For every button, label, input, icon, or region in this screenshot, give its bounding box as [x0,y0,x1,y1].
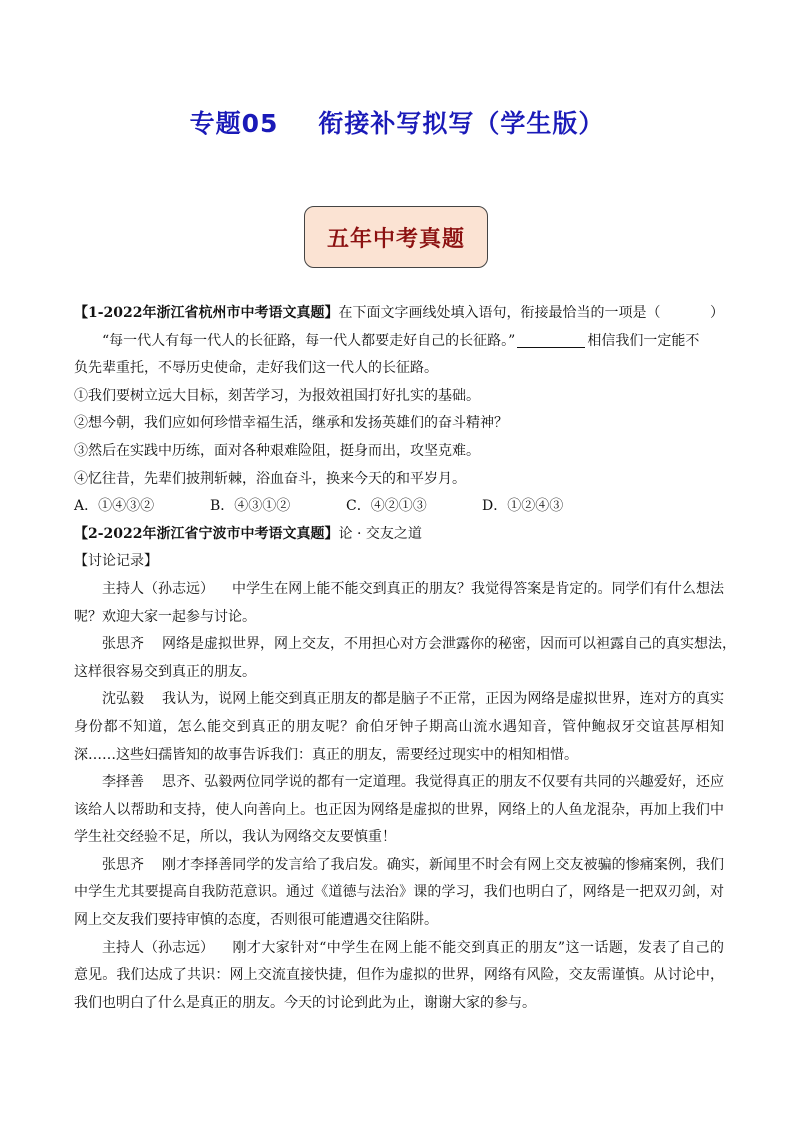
discussion-record [74,576,736,1018]
speech-text: 中学生在网上能不能交到真正的朋友？我觉得答案是肯定的。同学们有什么想法 [232,580,724,597]
speaker-name: 主持人（孙志远） [102,580,214,597]
speech-text: 网上交友我们要持审慎的态度，否则很可能遭遇交往陷阱。 [74,912,438,929]
section-badge: 五年中考真题 [304,206,488,268]
discussion-line [74,714,724,742]
q1-header [74,300,724,328]
speech-text: 深……这些妇孺皆知的故事告诉我们：真正的朋友，需要经过现实中的相知相惜。 [74,746,578,763]
speech-text: 学生社交经验不足，所以，我认为网络交友要慎重！ [74,829,396,846]
q1-fill-blank [517,333,585,348]
discussion-entry [74,852,724,935]
choice-b: B．④③①② [210,498,291,515]
q1-passage-line-1 [74,328,724,356]
page-title [0,104,794,140]
discussion-entry [74,769,724,852]
speech-text: 我认为，说网上能交到真正朋友的都是脑子不正常，正因为网络是虚拟世界，连对方的真实 [162,691,724,708]
speech-text: 该给人以帮助和支持，使人向善向上。也正因为网络是虚拟的世界，网络上的人鱼龙混杂，再加上我们中 [74,801,724,818]
title-topic-name: 衔接补写拟写（学生版） [318,109,605,138]
discussion-entry [74,935,724,1018]
speech-text: 呢？欢迎大家一起参与讨论。 [74,608,256,625]
speaker-name: 沈弘毅 [102,691,144,708]
discussion-entry [74,576,724,631]
discussion-line [74,686,724,714]
q1-options-list [74,383,724,493]
discussion-line [74,742,724,770]
discussion-line [74,879,724,907]
discussion-line [74,631,736,659]
discussion-line [74,935,724,963]
speech-text: 刚才李择善同学的发言给了我启发。确实，新闻里不时会有网上交友被骗的惨痛案例，我们 [162,856,724,873]
choice-c: C．④②①③ [346,498,427,515]
q2-section-title: 【讨论记录】 [74,553,158,570]
speech-text: 网络是虚拟世界，网上交友，不用担心对方会泄露你的秘密，因而可以袒露自己的真实想法， [162,636,736,653]
discussion-line [74,769,724,797]
q1-option: ③然后在实践中历练，面对各种艰难险阻，挺身而出，攻坚克难。 [74,442,480,459]
speech-text: 身份都不知道，怎么能交到真正的朋友呢？俞伯牙钟子期高山流水遇知音，管仲鲍叔牙交谊甚厚相知 [74,718,724,735]
speech-text: 思齐、弘毅两位同学说的都有一定道理。我觉得真正的朋友不仅要有共同的兴趣爱好，还应 [162,774,724,791]
discussion-entry [74,631,736,686]
speech-text: 刚才大家针对“中学生在网上能不能交到真正的朋友”这一话题，发表了自己的 [232,939,724,956]
q1-option: ④忆往昔，先辈们披荆斩棘，浴血奋斗，换来今天的和平岁月。 [74,470,466,487]
speaker-name: 李择善 [102,774,144,791]
q1-text-after: 相信我们一定能不 [587,332,700,349]
q2-topic: 论 · 交友之道 [338,525,422,542]
choice-d: D．①②④③ [482,498,564,515]
discussion-line [74,659,724,687]
discussion-line [74,824,724,852]
q1-option: ①我们要树立远大目标，刻苦学习，为报效祖国打好扎实的基础。 [74,387,480,404]
discussion-entry [74,686,724,769]
discussion-line [74,852,724,880]
speaker-name: 张思齐 [102,856,144,873]
q2-header [74,521,724,549]
discussion-line [74,907,724,935]
q1-prompt: 在下面文字画线处填入语句，衔接最恰当的一项是（ [338,305,661,321]
discussion-line [74,797,724,825]
q1-paren-close: ） [710,305,724,321]
discussion-line [74,962,724,990]
title-topic-number: 专题05 [189,109,279,138]
q2-label: 【2-2022年浙江省宁波市中考语文真题】 [74,525,339,542]
choice-a: A．①④③② [74,498,155,515]
q1-passage-line-2: 负先辈重托，不辱历史使命，走好我们这一代人的长征路。 [74,360,438,377]
q1-label: 【1-2022年浙江省杭州市中考语文真题】 [74,305,339,321]
speaker-name: 主持人（孙志远） [102,939,214,956]
speech-text: 意见。我们达成了共识：网上交流直接快捷，但作为虚拟的世界，网络有风险，交友需谨慎。从讨论中， [74,967,724,984]
speech-text: 这样很容易交到真正的朋友。 [74,663,256,680]
q1-choices [74,493,724,521]
q1-text-before: “每一代人有每一代人的长征路，每一代人都要走好自己的长征路。” [102,332,516,349]
q1-option: ②想今朝，我们应如何珍惜幸福生活，继承和发扬英雄们的奋斗精神？ [74,415,508,432]
speech-text: 中学生尤其要提高自我防范意识。通过《道德与法治》课的学习，我们也明白了，网络是一把双刃剑，对 [74,884,724,901]
discussion-line [74,990,724,1018]
discussion-line [74,604,724,632]
discussion-line [74,576,724,604]
question-content [74,300,736,1017]
speech-text: 我们也明白了什么是真正的朋友。今天的讨论到此为止，谢谢大家的参与。 [74,994,536,1011]
speaker-name: 张思齐 [102,636,144,653]
